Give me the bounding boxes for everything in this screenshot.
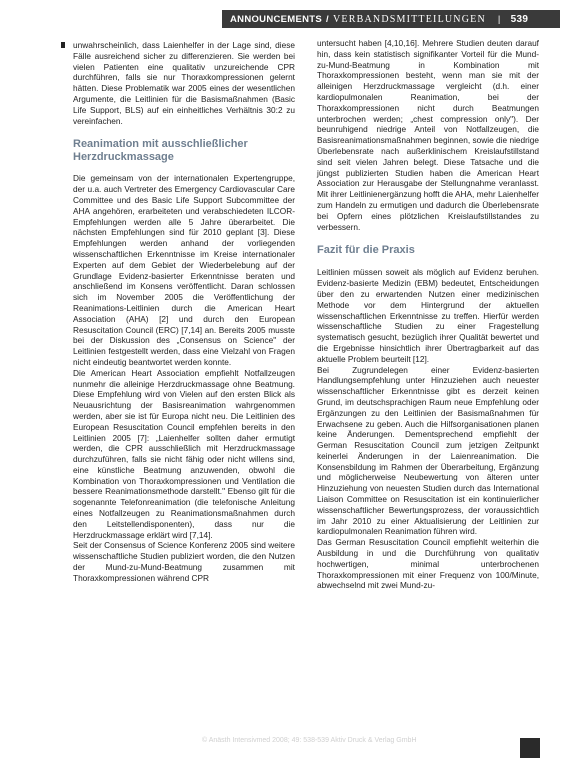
right-column [317,38,539,591]
running-header [222,10,560,28]
footer-block-decoration [520,738,540,758]
bullet-item [73,40,295,126]
paragraph: Bei Zugrundelegen einer Evidenz-basierten Handlungsempfehlung unter Hinzuziehen auch neuester wissenschaftlicher Erkenntnisse gibt es derzeit keinen Grund, im deutschsprachigen Raum neue Empfehlung oder Ergänzungen zu den Leitlinien der Basismaßnahmen für Erwachsene zu geben. Auch die Hilfsorganisationen planen keine Änderungen. Dementsprechend empfiehlt der German Resuscitation Council zum jetzigen Zeitpunkt keinerlei Änderungen in der Laienreanimation. Die Konsensbildung im Rahmen der Überarbeitung, Ergänzung und möglicherweise Neubewertung von älteren unter Hinzuziehung von neuesten Studien durch das International Liaison Committee on Resuscitation ist ein kontinuierlicher wissenschaftlicher Bewertungsprozess, der voraussichtlich im Jahr 2010 zu einer Aktualisierung der Leitlinien zur kardiopulmonalen Reanimation führen wird. [317,364,539,537]
footer-copyright: © Anästh Intensivmed 2008; 49: 538-539 Aktiv Druck & Verlag GmbH [202,737,417,744]
paragraph: Die gemeinsam von der internationalen Expertengruppe, der u.a. auch Vertreter des Emergency Cardiovascular Care Committee und des Basic Life Support Subcommittee der AHA angehören, erarbeiteten und verabschiedeten ILCOR-Empfehlungen werden alle 5 Jahre überarbeitet. Die nächsten Empfehlungen sind für 2010 geplant [3]. Diese Empfehlungen werden anhand der vorliegenden wissenschaftlichen Erkenntnisse im Kreise internationaler Experten auf dem Gebiet der Wiederbelebung auf der Grundlage Evidenz-basierter Erkenntnisse beraten und anschließend im Konsens veröffentlicht. Daran schlossen sich im November 2005 die Veröffentlichung der Reanimations-Leitlinien durch die American Heart Association (AHA) [2] und durch den European Resuscitation Council (ERC) [7,14] an. Bereits 2005 musste bei der Diskussion des „Consensus on Science" der Leitlinien festgestellt werden, dass eine Vielzahl von Fragen nicht eindeutig beantwortet werden konnte. [73,173,295,367]
section-heading-fazit: Fazit für die Praxis [317,244,415,257]
section-heading-reanimation: Reanimation mit ausschließlicher Herzdruckmassage [73,138,248,164]
paragraph: Die American Heart Association empfiehlt Notfallzeugen nunmehr die alleinige Herzdruckmassage ohne Beatmung. Diese Empfehlung wird von Vielen auf den ersten Blick als Neuausrichtung der Basisreanimation wahrgenommen werden, aber sie ist für Europa nicht neu. Die Leitlinien des European Resuscitation Council empfehlen bereits in den Leitlinien 2005 [7]: „Laienhelfer sollten daher ermutigt werden, die CPR ausschließlich mit Herzdruckmassage durchzuführen, falls sie nicht fähig oder nicht willens sind, eine künstliche Beatmung anzuwenden, obwohl die Kombination von Thoraxkompressionen und Ventilation die bessere Reanimationsmethode darstellt." Ebenso gilt für die sogenannte Telefonreanimation (die telefonische Anleitung eines Notfallzeugen zu Reanimationsmaßnahmen durch den Leitstellendisponenten), dass nur die Herzdruckmassage erklärt wird [7,14]. [73,367,295,540]
header-slash: / [326,13,329,25]
header-announcements: ANNOUNCEMENTS [230,13,323,25]
paragraph: Leitlinien müssen soweit als möglich auf Evidenz beruhen. Evidenz-basierte Medizin (EBM) bedeutet, Entscheidungen über den zu erwartenden Nutzen einer medizinischen Methode vor dem Hintergrund der aktuellen wissenschaftlichen Erkenntnisse zu treffen. Hierfür werden wissenschaftliche Studien zu einer Fragestellung systematisch gesucht, bezüglich ihrer Qualität bewertet und die Ergebnisse hinsichtlich ihrer Übertragbarkeit auf das aktuelle Problem beurteilt [12]. [317,267,539,364]
header-verbandsmitteilungen: VERBANDSMITTEILUNGEN [333,13,486,25]
paragraph: Das German Resuscitation Council empfiehlt weiterhin die Ausbildung in und die Durchführung von qualitativ hochwertigen, minimal unterbrochenen Thoraxkompressionen mit einer Frequenz von 100/Minute, abwechselnd mit zwei Mund-zu- [317,537,539,591]
header-separator: | [497,13,501,25]
bullet-icon [61,42,65,48]
paragraph: Seit der Consensus of Science Konferenz 2005 sind weitere wissenschaftliche Studien publiziert worden, die den Nutzen der Mund-zu-Mund-Beatmung zusammen mit Thoraxkompressionen während CPR [73,540,295,583]
paragraph: untersucht haben [4,10,16]. Mehrere Studien deuten darauf hin, dass kein statistisch signifikanter Vorteil für die Mund-zu-Mund-Beatmung in Kombination mit Thoraxkompressionen besteht, wenn man sie mit der alleinigen Herzdruckmassage vergleicht (d.h. einer kardiopulmonalen Reanimation, bei der Thoraxkompressionen nicht durch Beatmungen unterbrochen werden; „chest compression only"). Der beunruhigend niedrige Anteil von Notfallzeugen, die Basisreanimationsmaßnahmen beginnen, sowie die niedrige Überlebensrate nach außerklinischem Kreislaufstillstand sind seit vielen Jahren belegt. Diese Tatsache und die jüngst publizierten Studien haben die American Heart Association zur Herausgabe der Stellungnahme veranlasst. Mit ihrer Leitlinienergänzung hofft die AHA, mehr Laienhelfer zum Handeln zu ermutigen und dadurch die Überlebensrate bei Opfern eines plötzlichen Kreislaufstillstandes zu verbessern. [317,38,539,232]
bullet-paragraph: unwahrscheinlich, dass Laienhelfer in der Lage sind, diese Fälle ausreichend sicher zu differenzieren. Sie werden bei vielen Patienten eine qualitativ unzureichende CPR durchführen, falls sie nur Thoraxkompressionen gelernt hätten. Diese Problematik war 2005 eines der wesentlichen Argumente, die Leitlinien für die Basismaßnahmen (Basic Life Support, BLS) auf ein einheitliches Verhältnis 30:2 zu vereinfachen. [73,40,295,126]
page-number: 539 [510,13,529,25]
left-column [73,40,295,584]
